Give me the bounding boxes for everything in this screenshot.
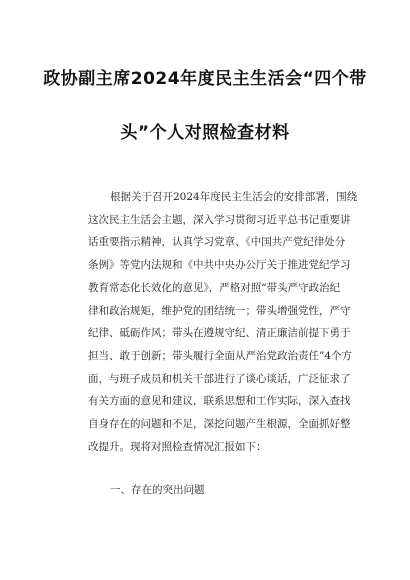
body-line: 根据关于召开2024年度民主生活会的安排部署，围绕: [110, 191, 358, 203]
body-line: 教育常态化长效化的意见》，严格对照“带头严守政治纪: [88, 281, 341, 294]
body-line: 担当、敢于创新；带头履行全面从严治党政治责任”4个方: [88, 349, 353, 362]
body-line: 话重要指示精神，认真学习党章、《中国共产党纪律处分: [88, 236, 346, 249]
body-line: 这次民主生活会主题，深入学习贯彻习近平总书记重要讲: [88, 213, 351, 226]
body-line: 纪律、砥砺作风；带头在遵规守纪、清正廉洁前提下勇于: [88, 327, 351, 340]
section-heading-text: 一、存在的突出问题: [110, 484, 205, 496]
body-line: 面，与班子成员和机关干部进行了谈心谈话，广泛征求了: [88, 372, 351, 385]
body-line: 条例》等党内法规和《中共中央办公厅关于推进党纪学习: [88, 259, 351, 272]
body-line: 律和政治规矩，维护党的团结统一；带头增强党性，严守: [88, 304, 351, 317]
section-heading: [88, 482, 205, 497]
body-paragraph: [88, 186, 358, 458]
document-title-line-2: 头”个人对照检查材料: [120, 123, 290, 143]
body-line: 改提升。现将对照检查情况汇报如下：: [88, 440, 267, 453]
body-line: 有关方面的意见和建议，联系思想和工作实际，深入查找: [88, 395, 351, 408]
document-title-line-1: 政协副主席2024年度民主生活会“四个带: [43, 69, 367, 89]
body-line: 自身存在的问题和不足，深挖问题产生根源，全面抓好整: [88, 418, 351, 431]
